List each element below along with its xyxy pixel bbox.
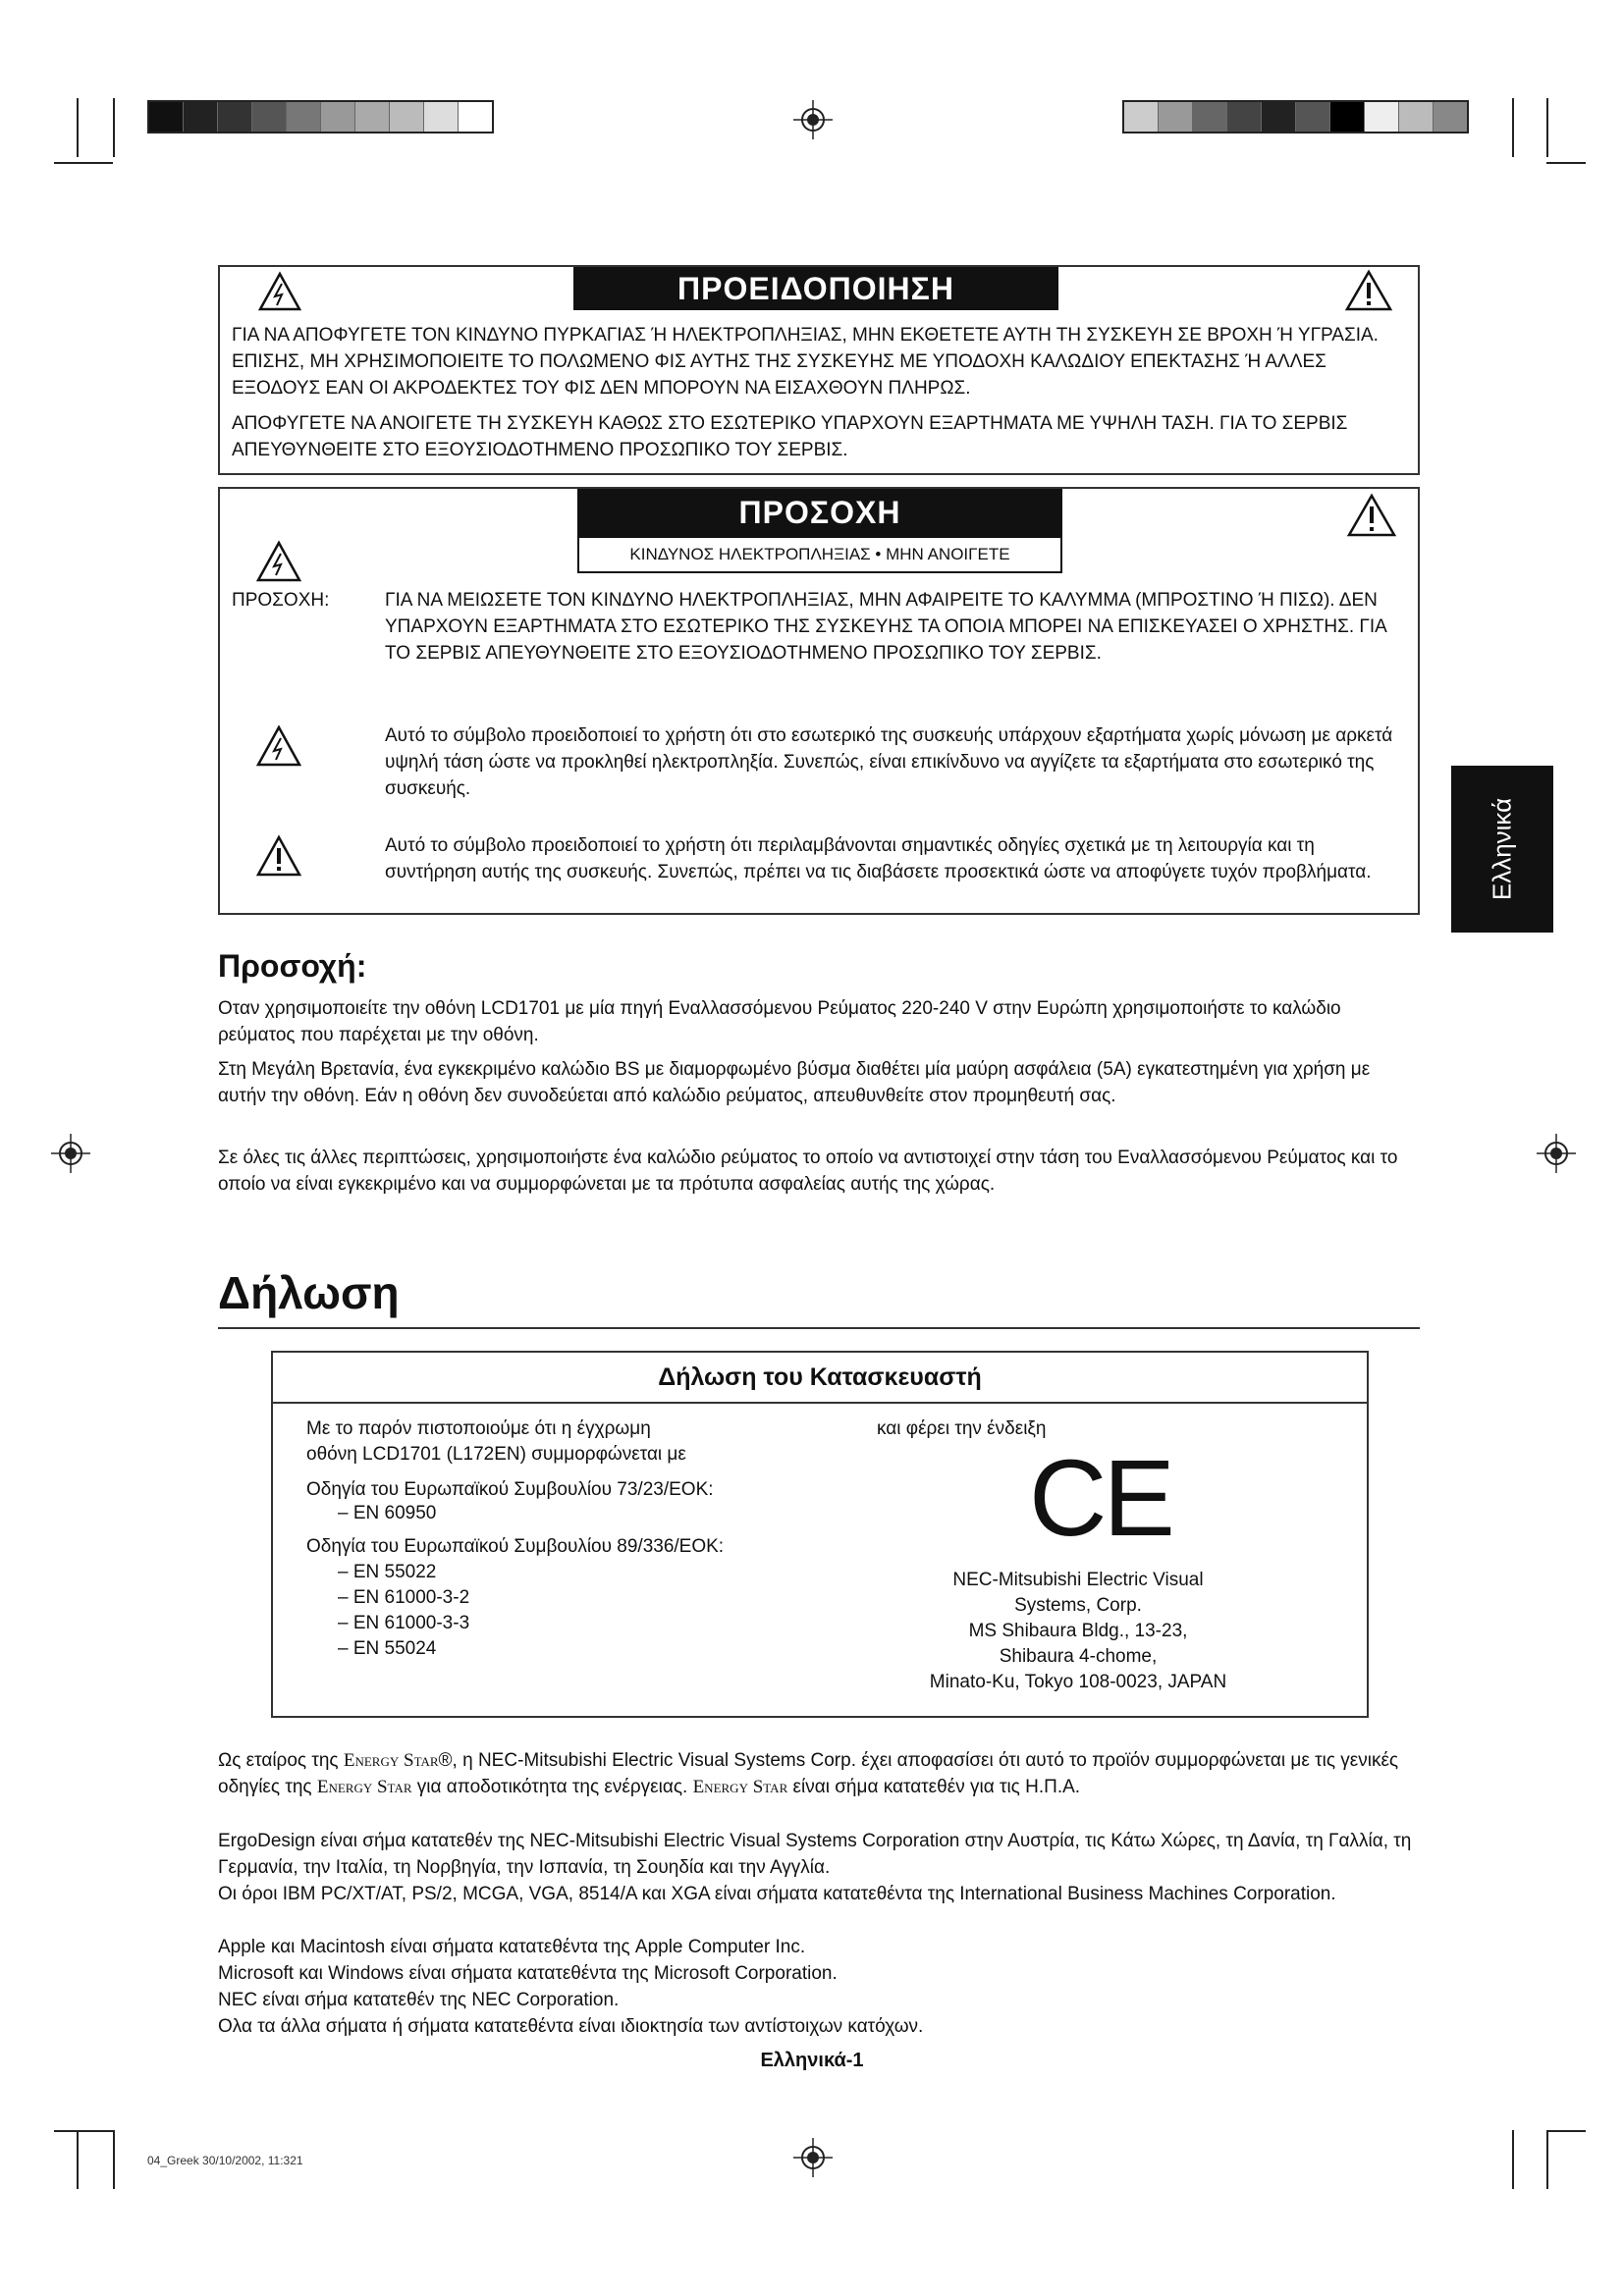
declaration-box — [271, 1351, 1369, 1718]
exclamation-warning-icon — [1344, 269, 1393, 312]
directive-2-item: – EN 55024 — [338, 1638, 437, 1659]
declaration-heading: Δήλωση — [218, 1267, 400, 1318]
declaration-intro-line-2: οθόνη LCD1701 (L172EN) συμμορφώνεται με — [306, 1444, 686, 1465]
energy-star-name: Energy Star — [343, 1750, 439, 1771]
crop-mark — [1512, 98, 1514, 157]
warning-paragraph-1: ΓΙΑ ΝΑ ΑΠΟΦΥΓΕΤΕ ΤΟΝ ΚΙΝΔΥΝΟ ΠΥΡΚΑΓΙΑΣ Ή ΗΛΕΚΤΡΟΠΛΗΞΙΑΣ, ΜΗΝ ΕΚΘΕΤΕΤΕ ΑΥΤΗ ΤΗ ΣΥΣΚΕΥΗ ΣΕ ΒΡΟΧΗ Ή ΥΓΡΑΣΙΑ. ΕΠΙΣΗΣ, ΜΗ ΧΡΗΣΙΜΟΠΟΙΕΙΤΕ ΤΟ ΠΟΛΩΜΕΝΟ ΦΙΣ ΑΥΤΗΣ ΤΗΣ ΣΥΣΚΕΥΗΣ ΜΕ ΥΠΟΔΟΧΗ ΚΑΛΩΔΙΟΥ ΕΠΕΚΤΑΣΗΣ Ή ΑΛΛΕΣ ΕΞΟΔΟΥΣ ΕΑΝ ΟΙ ΑΚΡΟΔΕΚΤΕΣ ΤΟΥ ΦΙΣ ΔΕΝ ΜΠΟΡΟΥΝ ΝΑ ΕΙΣΑΧΘΟΥΝ ΠΛΗΡΩΣ. — [232, 325, 1379, 399]
lightning-warning-icon — [255, 540, 302, 583]
caution-heading: Προσοχή: — [218, 948, 367, 984]
symbol-description-1: Αυτό το σύμβολο προειδοποιεί το χρήστη ότι στο εσωτερικό της συσκευής υπάρχουν εξαρτήματα χωρίς μόνωση με αρκετά υψηλή τάση ώστε να προκληθεί ηλεκτροπληξία. Συνεπώς, είναι επικίνδυνο να αγγίζετε τα εξαρτήματα στο εσωτερικό της συσκευής. — [385, 725, 1393, 799]
directive-1-item: – EN 60950 — [338, 1503, 437, 1523]
crop-mark — [1546, 162, 1586, 164]
lightning-symbol-icon — [255, 724, 302, 768]
trademark-text: Ως εταίρος της — [218, 1750, 344, 1771]
exclamation-symbol-icon — [255, 834, 302, 878]
trademark-ibm: Οι όροι IBM PC/XT/AT, PS/2, MCGA, VGA, 8514/A και XGA είναι σήματα κατατεθέντα της International Business Machines Corporation. — [218, 1884, 1336, 1904]
registration-target-icon — [1537, 1134, 1576, 1173]
caution-text: ΓΙΑ ΝΑ ΜΕΙΩΣΕΤΕ ΤΟΝ ΚΙΝΔΥΝΟ ΗΛΕΚΤΡΟΠΛΗΞΙΑΣ, ΜΗΝ ΑΦΑΙΡΕΙΤΕ ΤΟ ΚΑΛΥΜΜΑ (ΜΠΡΟΣΤΙΝΟ Ή ΠΙΣΩ). ΔΕΝ ΥΠΑΡΧΟΥΝ ΕΞΑΡΤΗΜΑΤΑ ΣΤΟ ΕΣΩΤΕΡΙΚΟ ΤΗΣ ΣΥΣΚΕΥΗΣ ΤΑ ΟΠΟΙΑ ΜΠΟΡΕΙ ΝΑ ΕΠΙΣΚΕΥΑΣΕΙ Ο ΧΡΗΣΤΗΣ. ΓΙΑ ΤΟ ΣΕΡΒΙΣ ΑΠΕΥΘΥΝΘΕΙΤΕ ΣΤΟ ΕΞΟΥΣΙΟΔΟΤΗΜΕΝΟ ΠΡΟΣΩΠΙΚΟ ΤΟΥ ΣΕΡΒΙΣ. — [385, 590, 1386, 664]
warning-box — [218, 265, 1420, 475]
caution-box — [218, 487, 1420, 915]
crop-mark — [54, 2130, 113, 2132]
trademark-others: Ολα τα άλλα σήματα ή σήματα κατατεθέντα είναι ιδιοκτησία των αντίστοιχων κατόχων. — [218, 2016, 924, 2037]
crop-mark — [77, 2130, 79, 2189]
company-line: MS Shibaura Bldg., 13-23, — [968, 1621, 1188, 1641]
company-line: NEC-Mitsubishi Electric Visual — [952, 1570, 1204, 1590]
company-line: Systems, Corp. — [1014, 1595, 1142, 1616]
ce-mark: CE — [1029, 1438, 1171, 1559]
directive-2-item: – EN 55022 — [338, 1562, 437, 1582]
caution-paragraph-3: Σε όλες τις άλλες περιπτώσεις, χρησιμοποιήστε ένα καλώδιο ρεύματος το οποίο να αντιστοιχεί στην τάση του Εναλλασσόμενου Ρεύματος και το οποίο να είναι εγκεκριμένο και να συμμορφώνεται με τα πρότυπα ασφαλείας αυτής της χώρας. — [218, 1148, 1398, 1195]
company-line: Shibaura 4-chome, — [999, 1646, 1158, 1667]
trademark-nec: NEC είναι σήμα κατατεθέν της NEC Corporation. — [218, 1990, 620, 2010]
directive-1-title: Οδηγία του Ευρωπαϊκού Συμβουλίου 73/23/ΕΟΚ: — [306, 1479, 714, 1500]
directive-2-item: – EN 61000-3-3 — [338, 1613, 470, 1633]
language-tab-label: Ελληνικά — [1487, 797, 1517, 901]
caution-title: ΠΡΟΣΟΧΗ — [577, 489, 1062, 536]
caution-label: ΠΡΟΣΟΧΗ: — [232, 590, 330, 611]
directive-2-title: Οδηγία του Ευρωπαϊκού Συμβουλίου 89/336/ΕΟΚ: — [306, 1536, 725, 1557]
caution-paragraph-2: Στη Μεγάλη Βρετανία, ένα εγκεκριμένο καλώδιο BS με διαμορφωμένο βύσμα διαθέτει μία μαύρη ασφάλεια (5A) εγκατεστημένη για χρήση με αυτήν την οθόνη. Εάν η οθόνη δεν συνοδεύεται από καλώδιο ρεύματος, απευθυνθείτε στον προμηθευτή σας. — [218, 1059, 1371, 1106]
language-side-tab — [1451, 766, 1553, 933]
color-bar-left — [147, 100, 494, 133]
directive-2-item: – EN 61000-3-2 — [338, 1587, 470, 1608]
declaration-intro-line-1: Με το παρόν πιστοποιούμε ότι η έγχρωμη — [306, 1418, 651, 1439]
print-slug: 04_Greek 30/10/2002, 11:321 — [147, 2154, 303, 2167]
declaration-rule — [218, 1327, 1420, 1329]
trademark-energy-star — [218, 1747, 1418, 1800]
warning-title: ΠΡΟΕΙΔΟΠΟΙΗΣΗ — [573, 267, 1058, 310]
trademark-text: για αποδοτικότητα της ενέργειας. — [411, 1777, 693, 1797]
trademark-ergodesign: ErgoDesign είναι σήμα κατατεθέν της NEC-Mitsubishi Electric Visual Systems Corporation στην Αυστρία, τις Κάτω Χώρες, τη Δανία, τη Γαλλία, τη Γερμανία, την Ιταλία, τη Νορβηγία, την Ισπανία, τη Σουηδία και την Αγγλία. — [218, 1831, 1412, 1878]
crop-mark — [54, 162, 113, 164]
trademark-microsoft: Microsoft και Windows είναι σήματα κατατεθέντα της Microsoft Corporation. — [218, 1963, 838, 1984]
company-line: Minato-Ku, Tokyo 108-0023, JAPAN — [929, 1672, 1227, 1692]
trademark-text: ®, η NEC-Mitsubishi Electric Visual Systems Corp. έχει αποφασίσει ότι αυτό το προϊόν συμμορφώνεται με τις γενικές οδηγίες της — [218, 1750, 1399, 1797]
crop-mark — [1512, 2130, 1514, 2189]
exclamation-warning-icon — [1346, 493, 1397, 538]
color-bar-right — [1122, 100, 1469, 133]
energy-star-name: Energy Star — [692, 1777, 788, 1797]
crop-mark — [113, 2130, 115, 2189]
registration-target-icon — [51, 1134, 90, 1173]
declaration-box-title: Δήλωση του Κατασκευαστή — [273, 1353, 1367, 1404]
caution-subtitle: ΚΙΝΔΥΝΟΣ ΗΛΕΚΤΡΟΠΛΗΞΙΑΣ • ΜΗΝ ΑΝΟΙΓΕΤΕ — [577, 536, 1062, 573]
registration-target-icon — [793, 100, 833, 139]
warning-paragraph-2: ΑΠΟΦΥΓΕΤΕ ΝΑ ΑΝΟΙΓΕΤΕ ΤΗ ΣΥΣΚΕΥΗ ΚΑΘΩΣ ΣΤΟ ΕΣΩΤΕΡΙΚΟ ΥΠΑΡΧΟΥΝ ΕΞΑΡΤΗΜΑΤΑ ΜΕ ΥΨΗΛΗ ΤΑΣΗ. ΓΙΑ ΤΟ ΣΕΡΒΙΣ ΑΠΕΥΘΥΝΘΕΙΤΕ ΣΤΟ ΕΞΟΥΣΙΟΔΟΤΗΜΕΝΟ ΠΡΟΣΩΠΙΚΟ ΤΟΥ ΣΕΡΒΙΣ. — [232, 413, 1348, 460]
energy-star-name: Energy Star — [316, 1777, 412, 1797]
caution-paragraph-1: Οταν χρησιμοποιείτε την οθόνη LCD1701 με μία πηγή Εναλλασσόμενου Ρεύματος 220-240 V στην Ευρώπη χρησιμοποιήστε το καλώδιο ρεύματος που παρέχεται με την οθόνη. — [218, 998, 1341, 1045]
lightning-warning-icon — [257, 271, 302, 312]
trademark-apple: Apple και Macintosh είναι σήματα κατατεθέντα της Apple Computer Inc. — [218, 1937, 806, 1957]
crop-mark — [1546, 2130, 1548, 2189]
symbol-description-2: Αυτό το σύμβολο προειδοποιεί το χρήστη ότι περιλαμβάνονται σημαντικές οδηγίες σχετικά με τη λειτουργία και τη συντήρηση αυτής της συσκευής. Συνεπώς, πρέπει να τις διαβάσετε προσεκτικά ώστε να αποφύγετε τυχόν προβλήματα. — [385, 835, 1372, 882]
crop-mark — [113, 98, 115, 157]
crop-mark — [77, 98, 79, 157]
page-number: Ελληνικά-1 — [760, 2050, 864, 2071]
registration-target-icon — [793, 2138, 833, 2177]
trademark-text: είναι σήμα κατατεθέν για τις Η.Π.Α. — [787, 1777, 1081, 1797]
ce-intro: και φέρει την ένδειξη — [877, 1418, 1047, 1439]
crop-mark — [1546, 2130, 1586, 2132]
crop-mark — [1546, 98, 1548, 157]
